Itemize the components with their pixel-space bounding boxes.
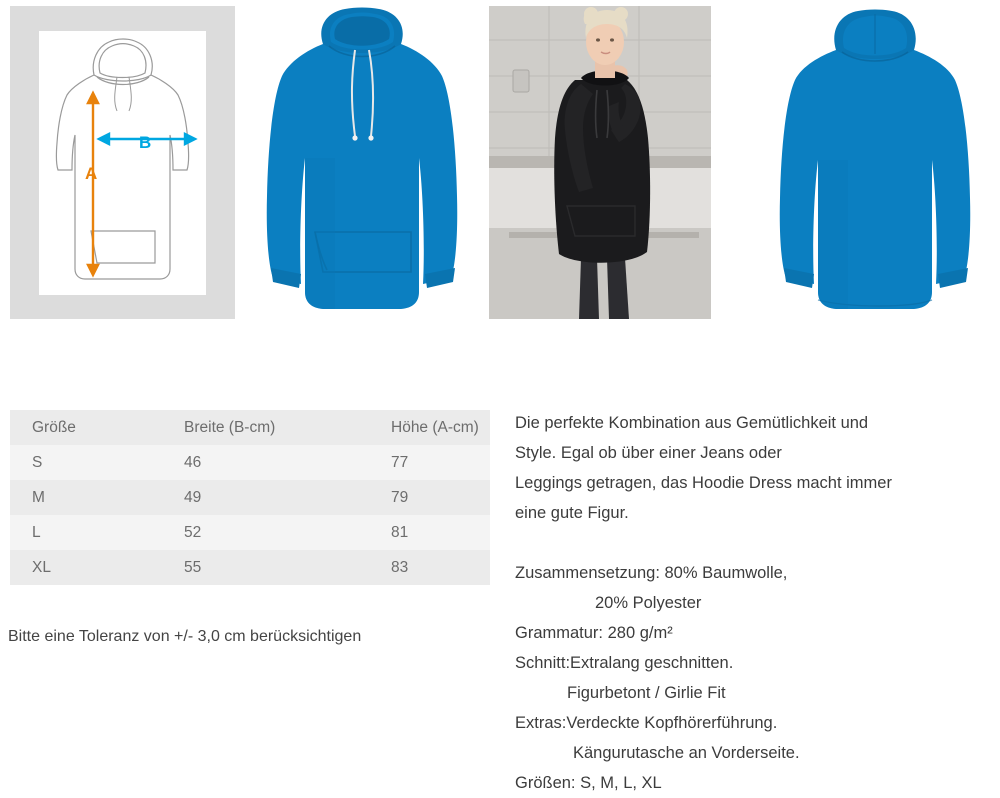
cell-height: 81 bbox=[391, 523, 409, 541]
cell-width: 52 bbox=[184, 523, 202, 541]
weight-line: Grammatur: 280 g/m² bbox=[515, 624, 673, 642]
table-row bbox=[10, 480, 490, 515]
sizes-line: Größen: S, M, L, XL bbox=[515, 774, 662, 792]
cell-height: 79 bbox=[391, 488, 409, 506]
product-description bbox=[515, 408, 985, 798]
size-chart-table bbox=[10, 410, 490, 585]
cell-size: M bbox=[32, 488, 45, 506]
cell-height: 83 bbox=[391, 558, 409, 576]
gallery-item-hoodie-back[interactable] bbox=[760, 6, 990, 319]
dimension-label-b: B bbox=[139, 133, 152, 152]
gallery-item-technical-drawing[interactable] bbox=[10, 6, 235, 319]
extras-line-2: Kängurutasche an Vorderseite. bbox=[573, 744, 800, 762]
intro-line-1: Die perfekte Kombination aus Gemütlichkeit und bbox=[515, 414, 869, 432]
description-intro bbox=[515, 408, 985, 528]
table-row bbox=[10, 550, 490, 585]
technical-drawing-card bbox=[39, 31, 206, 295]
extras-line-1: Extras:Verdeckte Kopfhörerführung. bbox=[515, 714, 778, 732]
hoodie-front-svg bbox=[249, 6, 476, 319]
hoodie-back-svg bbox=[760, 6, 990, 319]
composition-line-2: 20% Polyester bbox=[595, 594, 702, 612]
column-header-size: Größe bbox=[32, 418, 76, 436]
cell-width: 46 bbox=[184, 453, 202, 471]
gallery-item-hoodie-front[interactable] bbox=[249, 6, 476, 319]
table-header-row bbox=[10, 410, 490, 445]
tolerance-note: Bitte eine Toleranz von +/- 3,0 cm berücksichtigen bbox=[8, 628, 362, 645]
gallery-item-model-photo[interactable] bbox=[489, 6, 711, 319]
dimension-label-a: A bbox=[85, 164, 98, 183]
cell-size: L bbox=[32, 523, 41, 541]
cell-width: 55 bbox=[184, 558, 202, 576]
table-row bbox=[10, 515, 490, 550]
table-row bbox=[10, 445, 490, 480]
product-image-gallery bbox=[0, 0, 1000, 325]
cell-size: S bbox=[32, 453, 43, 471]
cut-line-1: Schnitt:Extralang geschnitten. bbox=[515, 654, 734, 672]
composition-line-1: Zusammensetzung: 80% Baumwolle, bbox=[515, 564, 788, 582]
model-photo-svg bbox=[489, 6, 711, 319]
cell-size: XL bbox=[32, 558, 51, 576]
column-header-width: Breite (B-cm) bbox=[184, 418, 276, 436]
intro-line-2: Style. Egal ob über einer Jeans oder bbox=[515, 444, 782, 462]
column-header-height: Höhe (A-cm) bbox=[391, 418, 479, 436]
cell-width: 49 bbox=[184, 488, 202, 506]
technical-drawing-svg bbox=[39, 31, 206, 295]
intro-line-3: Leggings getragen, das Hoodie Dress macht immer bbox=[515, 474, 892, 492]
cell-height: 77 bbox=[391, 453, 409, 471]
intro-line-4: eine gute Figur. bbox=[515, 504, 629, 522]
cut-line-2: Figurbetont / Girlie Fit bbox=[567, 684, 726, 702]
